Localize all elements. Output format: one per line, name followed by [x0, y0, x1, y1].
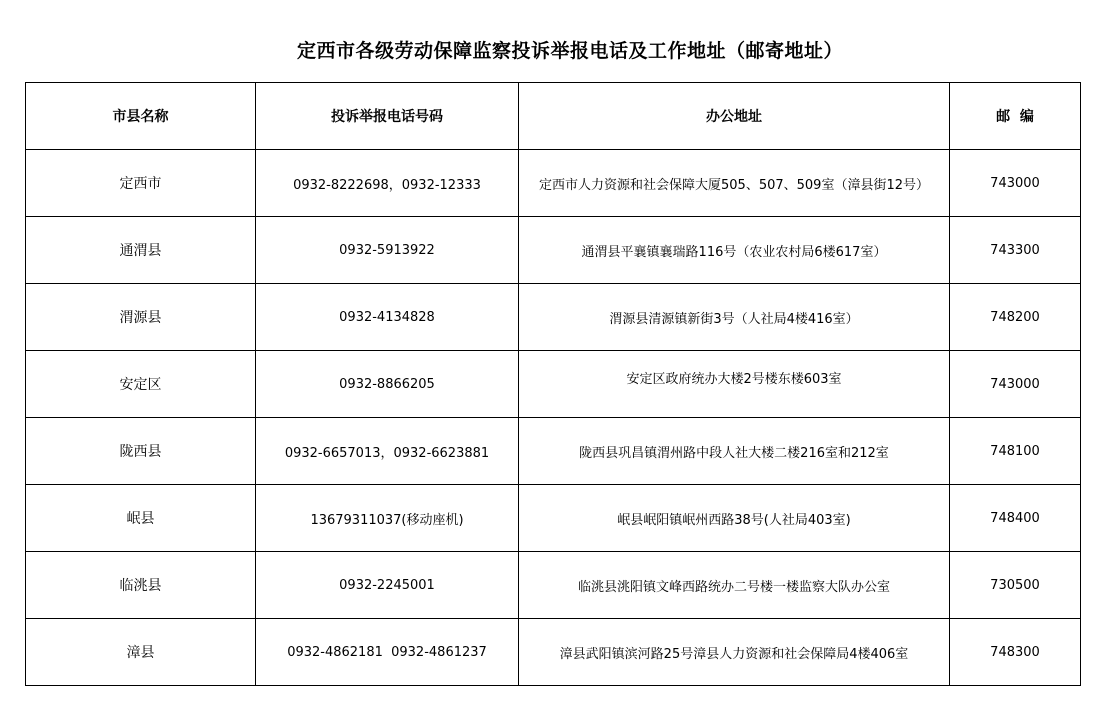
- postcode: 748300: [950, 619, 1081, 686]
- header-phone: 投诉举报电话号码: [256, 83, 519, 150]
- region-name: 定西市: [26, 150, 256, 217]
- table-row: [26, 418, 1081, 485]
- region-name: 岷县: [26, 485, 256, 552]
- table-row: [26, 485, 1081, 552]
- postcode: 748100: [950, 418, 1081, 485]
- phone-number: 0932-4134828: [256, 284, 519, 351]
- phone-number: 0932-4862181 0932-4861237: [256, 619, 519, 686]
- page-title: 定西市各级劳动保障监察投诉举报电话及工作地址（邮寄地址）: [296, 40, 843, 62]
- region-name: 陇西县: [26, 418, 256, 485]
- contact-table: [25, 82, 1081, 686]
- table-header-row: [26, 83, 1081, 150]
- table-row: [26, 150, 1081, 217]
- postcode: 748200: [950, 284, 1081, 351]
- office-address: 通渭县平襄镇襄瑞路116号（农业农村局6楼617室）: [519, 217, 950, 284]
- office-address: 渭源县清源镇新街3号（人社局4楼416室）: [519, 284, 950, 351]
- region-name: 通渭县: [26, 217, 256, 284]
- table-row: [26, 284, 1081, 351]
- header-address: 办公地址: [519, 83, 950, 150]
- phone-number: 0932-5913922: [256, 217, 519, 284]
- office-address: 漳县武阳镇滨河路25号漳县人力资源和社会保障局4楼406室: [519, 619, 950, 686]
- region-name: 漳县: [26, 619, 256, 686]
- phone-number: 13679311037(移动座机): [256, 485, 519, 552]
- office-address: 岷县岷阳镇岷州西路38号(人社局403室): [519, 485, 950, 552]
- table-row: [26, 351, 1081, 418]
- phone-number: 0932-2245001: [256, 552, 519, 619]
- table-row: [26, 552, 1081, 619]
- region-name: 安定区: [26, 351, 256, 418]
- table-row: [26, 217, 1081, 284]
- postcode: 743000: [950, 150, 1081, 217]
- office-address: 陇西县巩昌镇渭州路中段人社大楼二楼216室和212室: [519, 418, 950, 485]
- region-name: 临洮县: [26, 552, 256, 619]
- office-address: 临洮县洮阳镇文峰西路统办二号楼一楼监察大队办公室: [519, 552, 950, 619]
- office-address: 安定区政府统办大楼2号楼东楼603室: [519, 351, 950, 418]
- phone-number: 0932-8222698，0932-12333: [256, 150, 519, 217]
- postcode: 748400: [950, 485, 1081, 552]
- region-name: 渭源县: [26, 284, 256, 351]
- header-postcode: 邮 编: [950, 83, 1081, 150]
- phone-number: 0932-8866205: [256, 351, 519, 418]
- table-row: [26, 619, 1081, 686]
- phone-number: 0932-6657013，0932-6623881: [256, 418, 519, 485]
- postcode: 743300: [950, 217, 1081, 284]
- postcode: 743000: [950, 351, 1081, 418]
- postcode: 730500: [950, 552, 1081, 619]
- header-region-name: 市县名称: [26, 83, 256, 150]
- office-address: 定西市人力资源和社会保障大厦505、507、509室（漳县街12号）: [519, 150, 950, 217]
